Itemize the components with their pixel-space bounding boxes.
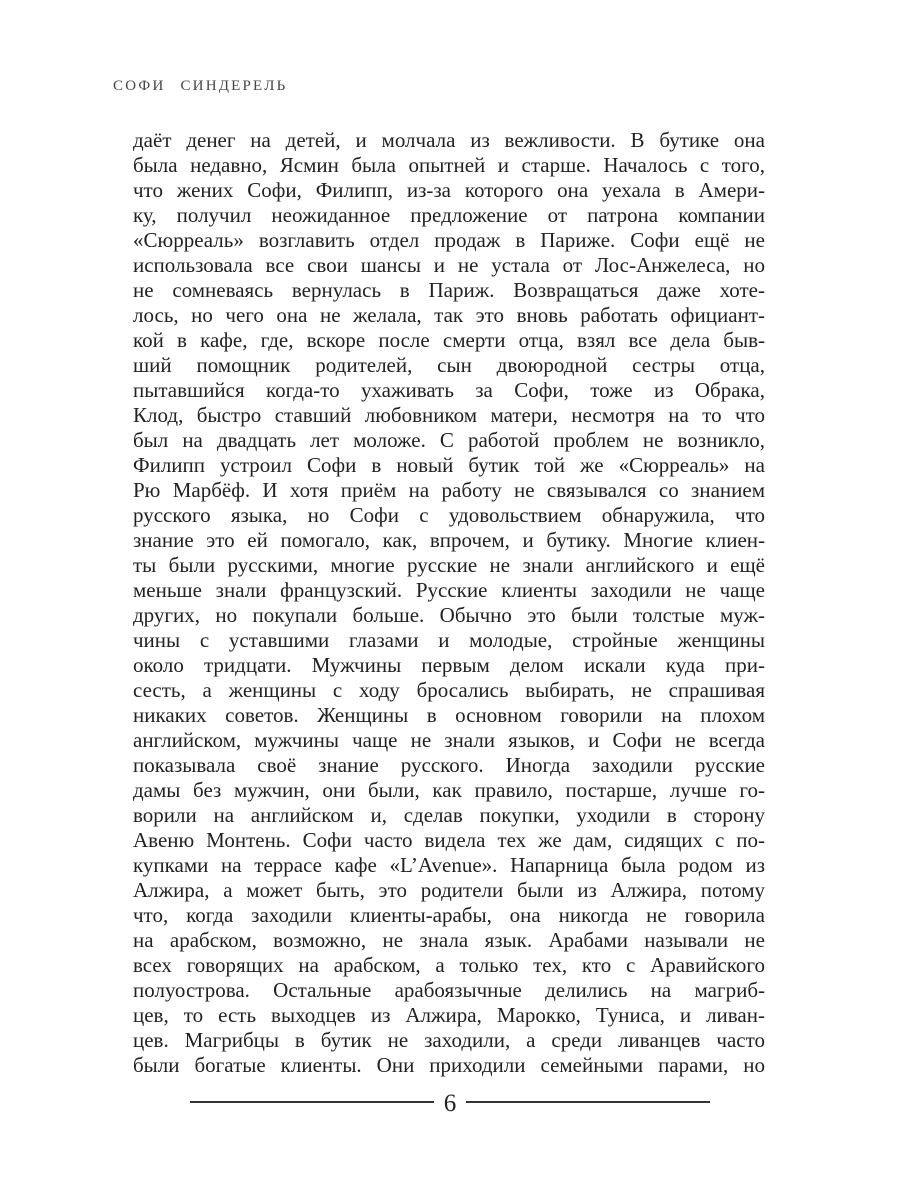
text-line: цев. Магрибцы в бутик не заходили, а среди ливанцев часто <box>133 1028 765 1052</box>
text-line: русского языка, но Софи с удовольствием обнаружила, что <box>133 503 765 527</box>
text-line: лось, но чего она не желала, так это вновь работать официант- <box>133 303 765 327</box>
text-line: всех говорящих на арабском, а только тех, кто с Аравийского <box>133 953 765 977</box>
text-line: купками на террасе кафе «L’Avenue». Напарница была родом из <box>133 853 765 877</box>
body-text <box>133 128 765 1078</box>
text-line: других, но покупали больше. Обычно это были толстые муж- <box>133 603 765 627</box>
footer-rule-left <box>190 1101 434 1103</box>
text-line: были богатые клиенты. Они приходили семейными парами, но <box>133 1053 765 1077</box>
text-line: знание это ей помогало, как, впрочем, и бутику. Многие клиен- <box>133 528 765 552</box>
text-line: чины с уставшими глазами и молодые, стройные женщины <box>133 628 765 652</box>
text-line: был на двадцать лет моложе. С работой проблем не возникло, <box>133 428 765 452</box>
text-line: ку, получил неожиданное предложение от патрона компании <box>133 203 765 227</box>
text-line: ты были русскими, многие русские не знали английского и ещё <box>133 553 765 577</box>
text-line: использовала все свои шансы и не устала от Лос-Анжелеса, но <box>133 253 765 277</box>
text-line: дамы без мужчин, они были, как правило, постарше, лучше го- <box>133 778 765 802</box>
text-line: показывала своё знание русского. Иногда заходили русские <box>133 753 765 777</box>
text-line: Рю Марбёф. И хотя приём на работу не связывался со знанием <box>133 478 765 502</box>
page-number: 6 <box>443 1089 457 1117</box>
text-line: была недавно, Ясмин была опытней и старше. Началось с того, <box>133 153 765 177</box>
text-line: пытавшийся когда-то ухаживать за Софи, тоже из Обрака, <box>133 378 765 402</box>
text-line: никаких советов. Женщины в основном говорили на плохом <box>133 703 765 727</box>
footer-rule-right <box>466 1101 710 1103</box>
text-line: около тридцати. Мужчины первым делом искали куда при- <box>133 653 765 677</box>
text-line: ший помощник родителей, сын двоюродной сестры отца, <box>133 353 765 377</box>
text-line: меньше знали французский. Русские клиенты заходили не чаще <box>133 578 765 602</box>
text-line: кой в кафе, где, вскоре после смерти отца, взял все дела быв- <box>133 328 765 352</box>
running-header: СОФИ СИНДЕРЕЛЬ <box>113 78 288 94</box>
text-line: английском, мужчины чаще не знали языков, и Софи не всегда <box>133 728 765 752</box>
text-line: ворили на английском и, сделав покупки, уходили в сторону <box>133 803 765 827</box>
text-line: сесть, а женщины с ходу бросались выбирать, не спрашивая <box>133 678 765 702</box>
text-line: Авеню Монтень. Софи часто видела тех же дам, сидящих с по- <box>133 828 765 852</box>
page-footer <box>190 1088 710 1116</box>
text-line: не сомневаясь вернулась в Париж. Возвращаться даже хоте- <box>133 278 765 302</box>
text-line: «Сюрреаль» возглавить отдел продаж в Париже. Софи ещё не <box>133 228 765 252</box>
text-line: цев, то есть выходцев из Алжира, Марокко, Туниса, и ливан- <box>133 1003 765 1027</box>
text-line: Алжира, а может быть, это родители были из Алжира, потому <box>133 878 765 902</box>
text-line: что, когда заходили клиенты-арабы, она никогда не говорила <box>133 903 765 927</box>
text-line: полуострова. Остальные арабоязычные делились на магриб- <box>133 978 765 1002</box>
text-line: даёт денег на детей, и молчала из вежливости. В бутике она <box>133 128 765 152</box>
text-line: на арабском, возможно, не знала язык. Арабами называли не <box>133 928 765 952</box>
text-line: Филипп устроил Софи в новый бутик той же «Сюрреаль» на <box>133 453 765 477</box>
text-line: что жених Софи, Филипп, из-за которого она уехала в Амери- <box>133 178 765 202</box>
text-line: Клод, быстро ставший любовником матери, несмотря на то что <box>133 403 765 427</box>
